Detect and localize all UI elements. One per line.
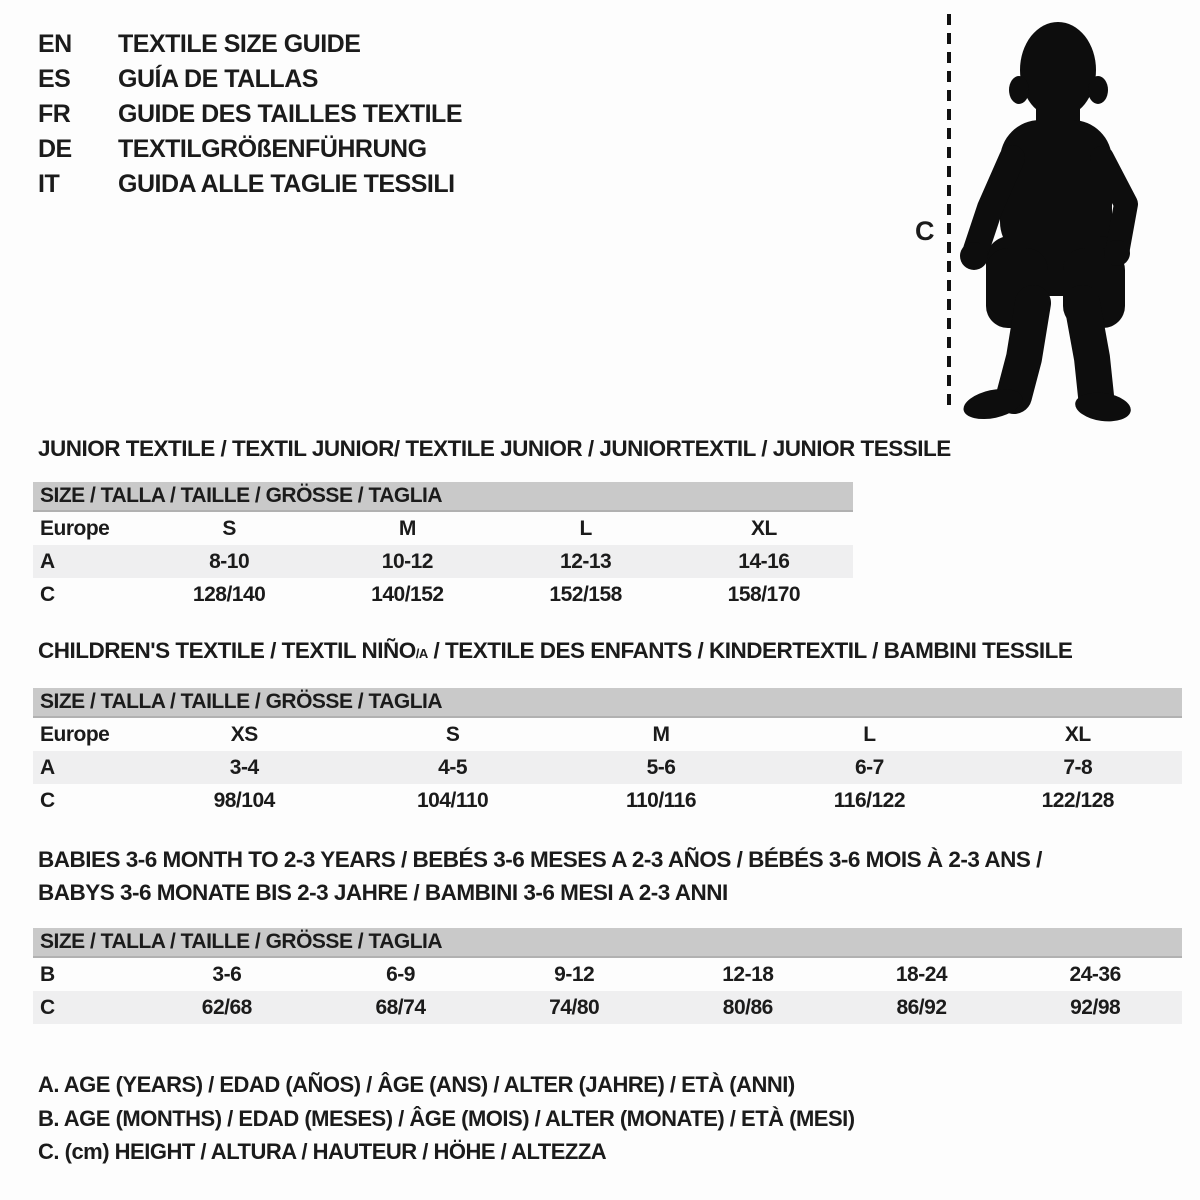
age-range-cell: 8-10 [209,549,250,573]
height-range-cell: 80/86 [722,995,773,1019]
children-heading-subscript: /A [415,646,428,661]
row-label: A [40,755,55,779]
language-row-fr [38,97,462,132]
language-code: FR [38,100,71,128]
junior-size-table [33,482,853,611]
age-range-cell: 18-24 [895,962,948,986]
children-heading-text: CHILDREN'S TEXTILE / TEXTIL NIÑO [38,638,416,663]
size-col-header: S [222,516,236,540]
guide-title: TEXTILGRÖßENFÜHRUNG [118,135,427,163]
children-heading-text: / TEXTILE DES ENFANTS / KINDERTEXTIL / BAMBINI TESSILE [427,638,1073,663]
size-col-header: XL [750,516,777,540]
size-col-header: L [863,722,876,746]
children-section-heading [38,638,1072,664]
age-range-cell: 6-9 [386,962,415,986]
age-range-cell: 24-36 [1069,962,1121,986]
age-range-cell: 9-12 [554,962,595,986]
height-range-cell: 152/158 [549,582,622,606]
junior-section-heading: JUNIOR TEXTILE / TEXTIL JUNIOR/ TEXTILE JUNIOR / JUNIORTEXTIL / JUNIOR TESSILE [38,436,951,461]
size-col-header: L [579,516,592,540]
row-label: C [40,788,55,812]
table-row-height [33,991,1182,1024]
height-range-cell: 92/98 [1070,995,1121,1019]
row-label: B [40,962,55,986]
age-range-cell: 5-6 [646,755,676,779]
size-col-header: M [652,722,670,746]
age-range-cell: 12-13 [560,549,612,573]
height-range-cell: 158/170 [727,582,801,606]
size-col-header: M [398,516,416,540]
table-row-age [33,545,853,578]
age-range-cell: 14-16 [738,549,790,573]
language-row-it [38,167,462,202]
age-range-cell: 6-7 [854,755,884,779]
language-code: IT [38,170,60,198]
babies-heading-line2: BABYS 3-6 MONATE BIS 2-3 JAHRE / BAMBINI 3-6 MESI A 2-3 ANNI [38,880,728,905]
language-code: EN [38,30,72,58]
language-code: ES [38,65,71,93]
language-row-de [38,132,462,167]
babies-section-heading [38,843,1042,909]
height-range-cell: 116/122 [833,788,906,812]
row-label: Europe [40,722,110,746]
legend-line-b: B. AGE (MONTHS) / EDAD (MESES) / ÂGE (MOIS) / ALTER (MONATE) / ETÀ (MESI) [38,1105,855,1131]
legend-line-a: A. AGE (YEARS) / EDAD (AÑOS) / ÂGE (ANS) / ALTER (JAHRE) / ETÀ (ANNI) [38,1072,795,1097]
legend-line-c: C. (cm) HEIGHT / ALTURA / HAUTEUR / HÖHE / ALTEZZA [38,1139,607,1164]
age-range-cell: 12-18 [722,962,774,986]
table-row-height [33,578,853,611]
measurement-legend [38,1068,855,1169]
size-header-band: SIZE / TALLA / TAILLE / GRÖSSE / TAGLIA [33,928,1182,958]
language-title-block [38,27,462,202]
babies-heading-line1: BABIES 3-6 MONTH TO 2-3 YEARS / BEBÉS 3-6 MESES A 2-3 AÑOS / BÉBÉS 3-6 MOIS À 2-3 ANS / [38,847,1042,872]
size-col-header: S [445,722,460,746]
age-range-cell: 7-8 [1063,755,1093,779]
height-range-cell: 86/92 [896,995,947,1019]
language-row-en [38,27,462,62]
height-range-cell: 104/110 [416,788,489,812]
table-row-age-months [33,958,1182,991]
size-header-band: SIZE / TALLA / TAILLE / GRÖSSE / TAGLIA [33,482,853,512]
height-range-cell: 74/80 [549,995,600,1019]
row-label: C [40,995,55,1019]
toddler-silhouette-icon [900,8,1160,422]
guide-title: TEXTILE SIZE GUIDE [118,30,361,58]
guide-title: GUÍA DE TALLAS [118,65,318,93]
size-header-band: SIZE / TALLA / TAILLE / GRÖSSE / TAGLIA [33,688,1182,718]
height-range-cell: 122/128 [1041,788,1114,812]
height-range-cell: 140/152 [371,582,444,606]
row-label: Europe [40,516,110,540]
table-row-age [33,751,1182,784]
height-range-cell: 68/74 [375,995,426,1019]
size-col-header: XS [230,722,258,746]
language-code: DE [38,135,72,163]
row-label: C [40,582,55,606]
age-range-cell: 3-4 [229,755,259,779]
age-range-cell: 10-12 [381,549,433,573]
height-range-cell: 110/116 [625,788,697,812]
table-row-europe [33,718,1182,751]
guide-title: GUIDA ALLE TAGLIE TESSILI [118,170,455,198]
children-size-table [33,688,1182,817]
height-range-cell: 62/68 [201,995,252,1019]
height-range-cell: 98/104 [213,788,275,812]
size-col-header: XL [1064,722,1091,746]
table-row-height [33,784,1182,817]
row-label: A [40,549,55,573]
age-range-cell: 3-6 [212,962,242,986]
age-range-cell: 4-5 [438,755,468,779]
babies-size-table [33,928,1182,1024]
toddler-silhouette-figure [900,8,1160,422]
height-measure-label: C [915,216,934,246]
table-row-europe [33,512,853,545]
height-range-cell: 128/140 [192,582,266,606]
language-row-es [38,62,462,97]
guide-title: GUIDE DES TAILLES TEXTILE [118,100,463,128]
